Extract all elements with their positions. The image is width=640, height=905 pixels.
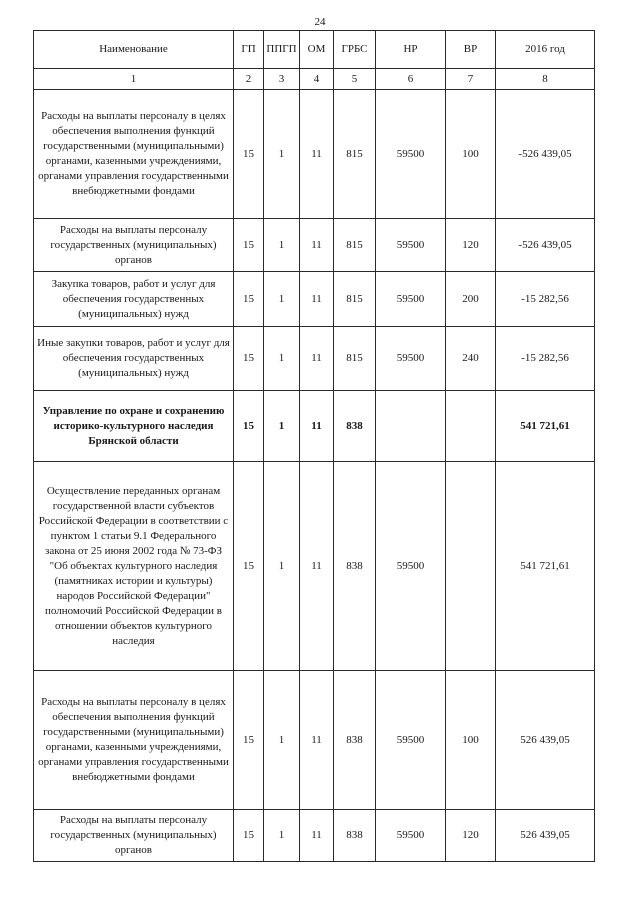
- table-row: [34, 90, 595, 219]
- gp-cell: 15: [234, 90, 264, 219]
- column-number-cell: 7: [446, 69, 496, 90]
- page-number: 24: [314, 16, 326, 28]
- amount-cell: 541 721,61: [496, 462, 595, 671]
- nr-cell: 59500: [376, 671, 446, 810]
- om-cell: 11: [300, 90, 334, 219]
- grbs-cell: 815: [334, 219, 376, 272]
- column-number-cell: 5: [334, 69, 376, 90]
- budget-table: [33, 30, 595, 862]
- gp-cell: 15: [234, 810, 264, 862]
- grbs-cell: 838: [334, 810, 376, 862]
- header-row: [34, 31, 595, 69]
- vr-cell: [446, 462, 496, 671]
- om-cell: 11: [300, 671, 334, 810]
- name-cell: Осуществление переданных органам государственной власти субъектов Российской Федерации в соответствии с пунктом 1 статьи 9.1 Федерального закона от 25 июня 2002 года № 73-ФЗ "Об объектах культурного наследия (памятниках истории и культуры) народов Российской Федерации" полномочий Российской Федерации в отношении объектов культурного наследия: [34, 462, 234, 671]
- table-row: [34, 462, 595, 671]
- table-row: [34, 327, 595, 391]
- nr-cell: 59500: [376, 219, 446, 272]
- om-cell: 11: [300, 391, 334, 462]
- vr-cell: 120: [446, 219, 496, 272]
- vr-cell: 120: [446, 810, 496, 862]
- ppgp-cell: 1: [264, 327, 300, 391]
- ppgp-cell: 1: [264, 391, 300, 462]
- vr-cell: 100: [446, 90, 496, 219]
- name-cell: Расходы на выплаты персоналу государственных (муниципальных) органов: [34, 810, 234, 862]
- grbs-cell: 815: [334, 327, 376, 391]
- name-cell: Расходы на выплаты персоналу в целях обеспечения выполнения функций государственными (муниципальными) органами, казенными учреждениями, органами управления государственными внебюджетными фондами: [34, 671, 234, 810]
- ppgp-cell: 1: [264, 671, 300, 810]
- name-cell: Управление по охране и сохранению историко-культурного наследия Брянской области: [34, 391, 234, 462]
- nr-cell: [376, 391, 446, 462]
- nr-cell: 59500: [376, 462, 446, 671]
- column-number-cell: 3: [264, 69, 300, 90]
- ppgp-cell: 1: [264, 462, 300, 671]
- gp-cell: 15: [234, 327, 264, 391]
- table-row: [34, 810, 595, 862]
- header-cell: Наименование: [34, 31, 234, 69]
- vr-cell: 200: [446, 272, 496, 327]
- gp-cell: 15: [234, 462, 264, 671]
- om-cell: 11: [300, 272, 334, 327]
- nr-cell: 59500: [376, 810, 446, 862]
- amount-cell: -15 282,56: [496, 272, 595, 327]
- header-cell: 2016 год: [496, 31, 595, 69]
- header-cell: НР: [376, 31, 446, 69]
- grbs-cell: 815: [334, 90, 376, 219]
- amount-cell: 526 439,05: [496, 671, 595, 810]
- header-cell: ГРБС: [334, 31, 376, 69]
- amount-cell: -526 439,05: [496, 219, 595, 272]
- nr-cell: 59500: [376, 272, 446, 327]
- name-cell: Закупка товаров, работ и услуг для обеспечения государственных (муниципальных) нужд: [34, 272, 234, 327]
- table-row: [34, 272, 595, 327]
- vr-cell: 240: [446, 327, 496, 391]
- amount-cell: -15 282,56: [496, 327, 595, 391]
- gp-cell: 15: [234, 671, 264, 810]
- column-number-cell: 1: [34, 69, 234, 90]
- ppgp-cell: 1: [264, 90, 300, 219]
- ppgp-cell: 1: [264, 810, 300, 862]
- om-cell: 11: [300, 462, 334, 671]
- column-number-row: [34, 69, 595, 90]
- table-row: [34, 391, 595, 462]
- header-cell: ГП: [234, 31, 264, 69]
- ppgp-cell: 1: [264, 272, 300, 327]
- column-number-cell: 2: [234, 69, 264, 90]
- gp-cell: 15: [234, 219, 264, 272]
- name-cell: Расходы на выплаты персоналу в целях обеспечения выполнения функций государственными (муниципальными) органами, казенными учреждениями, органами управления государственными внебюджетными фондами: [34, 90, 234, 219]
- grbs-cell: 838: [334, 462, 376, 671]
- ppgp-cell: 1: [264, 219, 300, 272]
- grbs-cell: 838: [334, 391, 376, 462]
- gp-cell: 15: [234, 272, 264, 327]
- grbs-cell: 838: [334, 671, 376, 810]
- amount-cell: 526 439,05: [496, 810, 595, 862]
- amount-cell: 541 721,61: [496, 391, 595, 462]
- nr-cell: 59500: [376, 327, 446, 391]
- header-cell: ВР: [446, 31, 496, 69]
- amount-cell: -526 439,05: [496, 90, 595, 219]
- table-row: [34, 219, 595, 272]
- column-number-cell: 8: [496, 69, 595, 90]
- column-number-cell: 6: [376, 69, 446, 90]
- om-cell: 11: [300, 327, 334, 391]
- gp-cell: 15: [234, 391, 264, 462]
- name-cell: Расходы на выплаты персоналу государственных (муниципальных) органов: [34, 219, 234, 272]
- nr-cell: 59500: [376, 90, 446, 219]
- om-cell: 11: [300, 219, 334, 272]
- vr-cell: [446, 391, 496, 462]
- name-cell: Иные закупки товаров, работ и услуг для обеспечения государственных (муниципальных) нужд: [34, 327, 234, 391]
- grbs-cell: 815: [334, 272, 376, 327]
- header-cell: ОМ: [300, 31, 334, 69]
- column-number-cell: 4: [300, 69, 334, 90]
- header-cell: ППГП: [264, 31, 300, 69]
- table-row: [34, 671, 595, 810]
- om-cell: 11: [300, 810, 334, 862]
- vr-cell: 100: [446, 671, 496, 810]
